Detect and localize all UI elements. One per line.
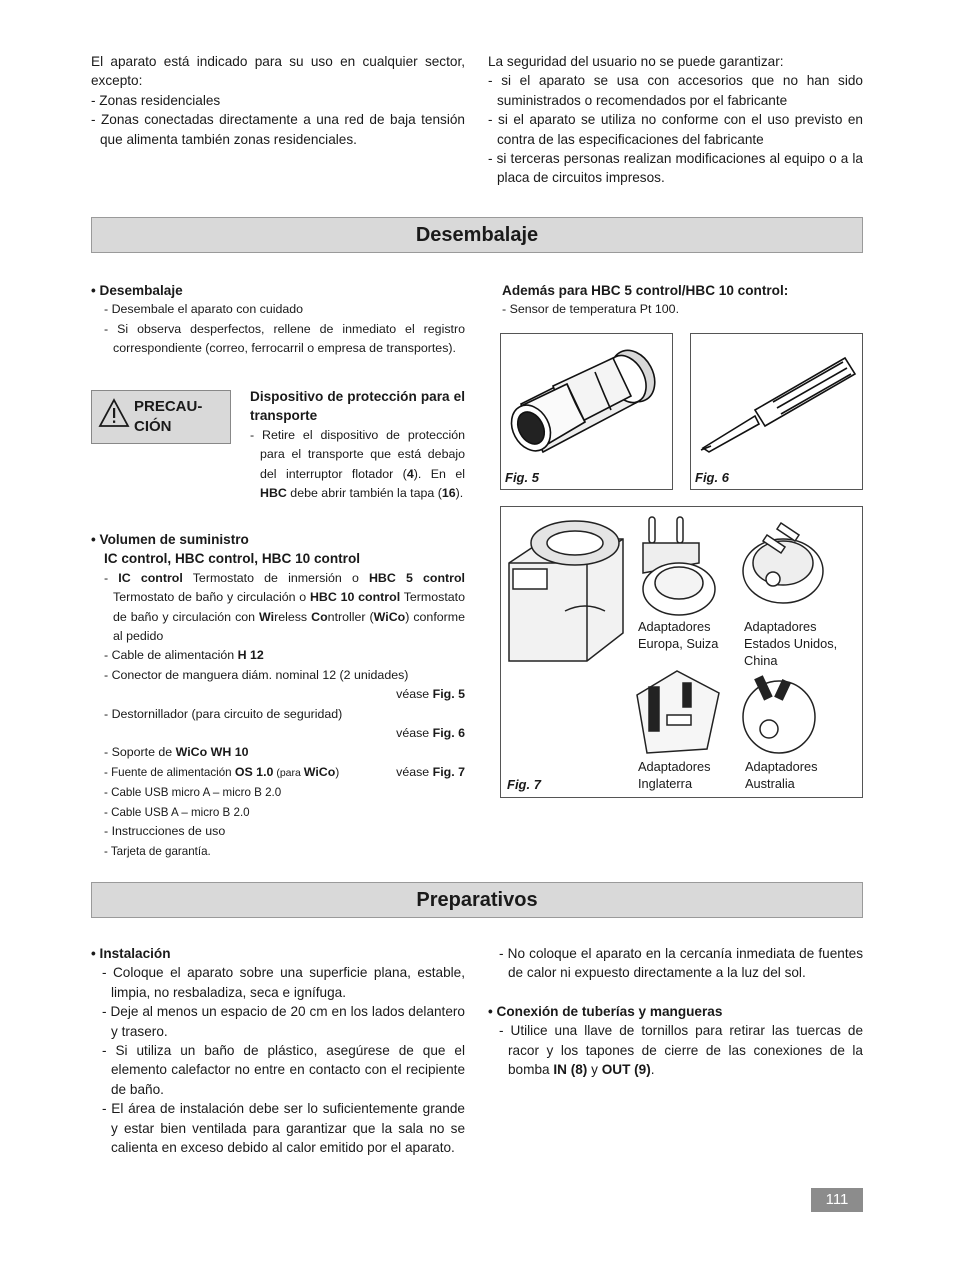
list-item: - Coloque el aparato sobre una superficie plana, estable, limpia, no resbaladiza, seca e ignífuga.: [102, 965, 465, 1000]
supply-item: - Destornillador (para circuito de seguridad): [104, 706, 343, 721]
supply-see: véase Fig. 6: [396, 726, 465, 741]
adapter-au-caption: Adaptadores Australia: [745, 759, 818, 791]
connection-text: - Utilice una llave de tornillos para retirar las tuercas de racor y los tapones de cierre de las conexiones de la bomba IN (8) y OUT (9).: [499, 1023, 863, 1078]
supply-item: - Conector de manguera diám. nominal 12 (2 unidades): [104, 667, 409, 682]
supply-block: [91, 530, 465, 861]
list-item: - si el aparato se utiliza no conforme con el uso previsto en contra de las especificaciones del fabricante: [488, 112, 863, 147]
warning-icon: [98, 398, 130, 428]
screwdriver-image: [693, 336, 860, 461]
supply-item: - IC control Termostato de inmersión o HBC 5 control: [104, 570, 465, 585]
extra-block: [502, 281, 863, 320]
supply-item: - Fuente de alimentación OS 1.0 (para WiCo) véase Fig. 7: [104, 764, 465, 779]
fig7-label: Fig. 7: [507, 777, 541, 792]
prep-right-block: [488, 944, 863, 1079]
list-item: - Zonas conectadas directamente a una red de baja tensión que alimenta también zonas residenciales.: [91, 112, 465, 147]
transport-text: - Retire el dispositivo de protección para el transporte que está debajo del interruptor flotador (4). En el HBC debe abrir también la tapa (16).: [250, 427, 465, 501]
adapter-eu-caption: Adaptadores Europa, Suiza: [638, 619, 719, 651]
list-item: - Si utiliza un baño de plástico, asegúrese de que el elemento calefactor no entre en contacto con el recipiente de baño.: [102, 1043, 465, 1097]
connection-heading: • Conexión de tuberías y mangueras: [488, 1003, 723, 1019]
supply-item: - Soporte de WiCo WH 10: [104, 745, 249, 760]
list-item: - No coloque el aparato en la cercanía inmediata de fuentes de calor ni expuesto directamente a la luz del sol.: [499, 946, 863, 981]
figure-6: [690, 333, 863, 490]
page-number: 111: [811, 1188, 863, 1212]
adapter-uk-image: [627, 667, 727, 759]
intro-left: [91, 52, 465, 149]
adapter-eu-image: [639, 513, 719, 619]
list-item: - Desembale el aparato con cuidado: [104, 302, 304, 317]
supply-item: - Instrucciones de uso: [104, 824, 226, 839]
adapter-us-caption: Adaptadores Estados Unidos, China: [744, 619, 838, 668]
extra-item: - Sensor de temperatura Pt 100.: [502, 302, 680, 317]
supply-heading: • Volumen de suministro: [91, 532, 249, 547]
list-item: - si terceras personas realizan modificaciones al equipo o a la placa de circuitos impresos.: [488, 151, 863, 186]
figure-5: [500, 333, 673, 490]
supply-see: véase Fig. 5: [396, 687, 465, 702]
section-title-preparativos: Preparativos: [91, 882, 863, 918]
caution-box: [91, 390, 231, 444]
intro-left-paragraph: El aparato está indicado para su uso en cualquier sector, excepto:: [91, 54, 465, 89]
intro-right: [488, 52, 863, 188]
extra-heading: Además para HBC 5 control/HBC 10 control:: [502, 283, 789, 298]
supply-subheading: IC control, HBC control, HBC 10 control: [104, 551, 361, 567]
power-supply-image: [505, 513, 627, 665]
unpack-heading: • Desembalaje: [91, 283, 183, 298]
list-item: - Deje al menos un espacio de 20 cm en los lados delantero y trasero.: [102, 1004, 465, 1039]
supply-item: Termostato de baño y circulación o HBC 10 control Termostato de baño y circulación con Wireless Controller (WiCo) conforme al pedido: [113, 590, 465, 644]
unpack-block: [91, 281, 465, 359]
hose-connector-image: [503, 336, 670, 461]
intro-right-lead: La seguridad del usuario no se puede garantizar:: [488, 54, 784, 69]
list-item: - Si observa desperfectos, rellene de inmediato el registro correspondiente (correo, ferrocarril o empresa de transportes).: [104, 321, 465, 356]
supply-item: - Cable de alimentación H 12: [104, 648, 264, 663]
caution-label: PRECAU-CIÓN: [134, 398, 203, 435]
adapter-us-image: [741, 513, 831, 611]
list-item: - El área de instalación debe ser lo suficientemente grande y estar bien ventilada para garantizar que la sala no se calienta en exceso debido al calor emitido por el aparato.: [102, 1101, 465, 1156]
install-heading: • Instalación: [91, 946, 171, 961]
section-title-desembalaje: Desembalaje: [91, 217, 863, 253]
transport-title: Dispositivo de protección para el transporte: [250, 389, 465, 424]
supply-item: - Cable USB A – micro B 2.0: [104, 805, 250, 819]
supply-item: - Tarjeta de garantía.: [104, 844, 211, 858]
adapter-au-image: [739, 667, 829, 759]
supply-item: - Cable USB micro A – micro B 2.0: [104, 786, 282, 800]
adapter-uk-caption: Adaptadores Inglaterra: [638, 759, 711, 791]
transport-block: [250, 387, 465, 503]
install-block: [91, 944, 465, 1157]
list-item: - si el aparato se usa con accesorios que no han sido suministrados o recomendados por el fabricante: [488, 73, 863, 108]
fig6-label: Fig. 6: [695, 470, 729, 485]
figure-7: [500, 506, 863, 798]
list-item: - Zonas residenciales: [91, 92, 221, 108]
fig5-label: Fig. 5: [505, 470, 539, 485]
